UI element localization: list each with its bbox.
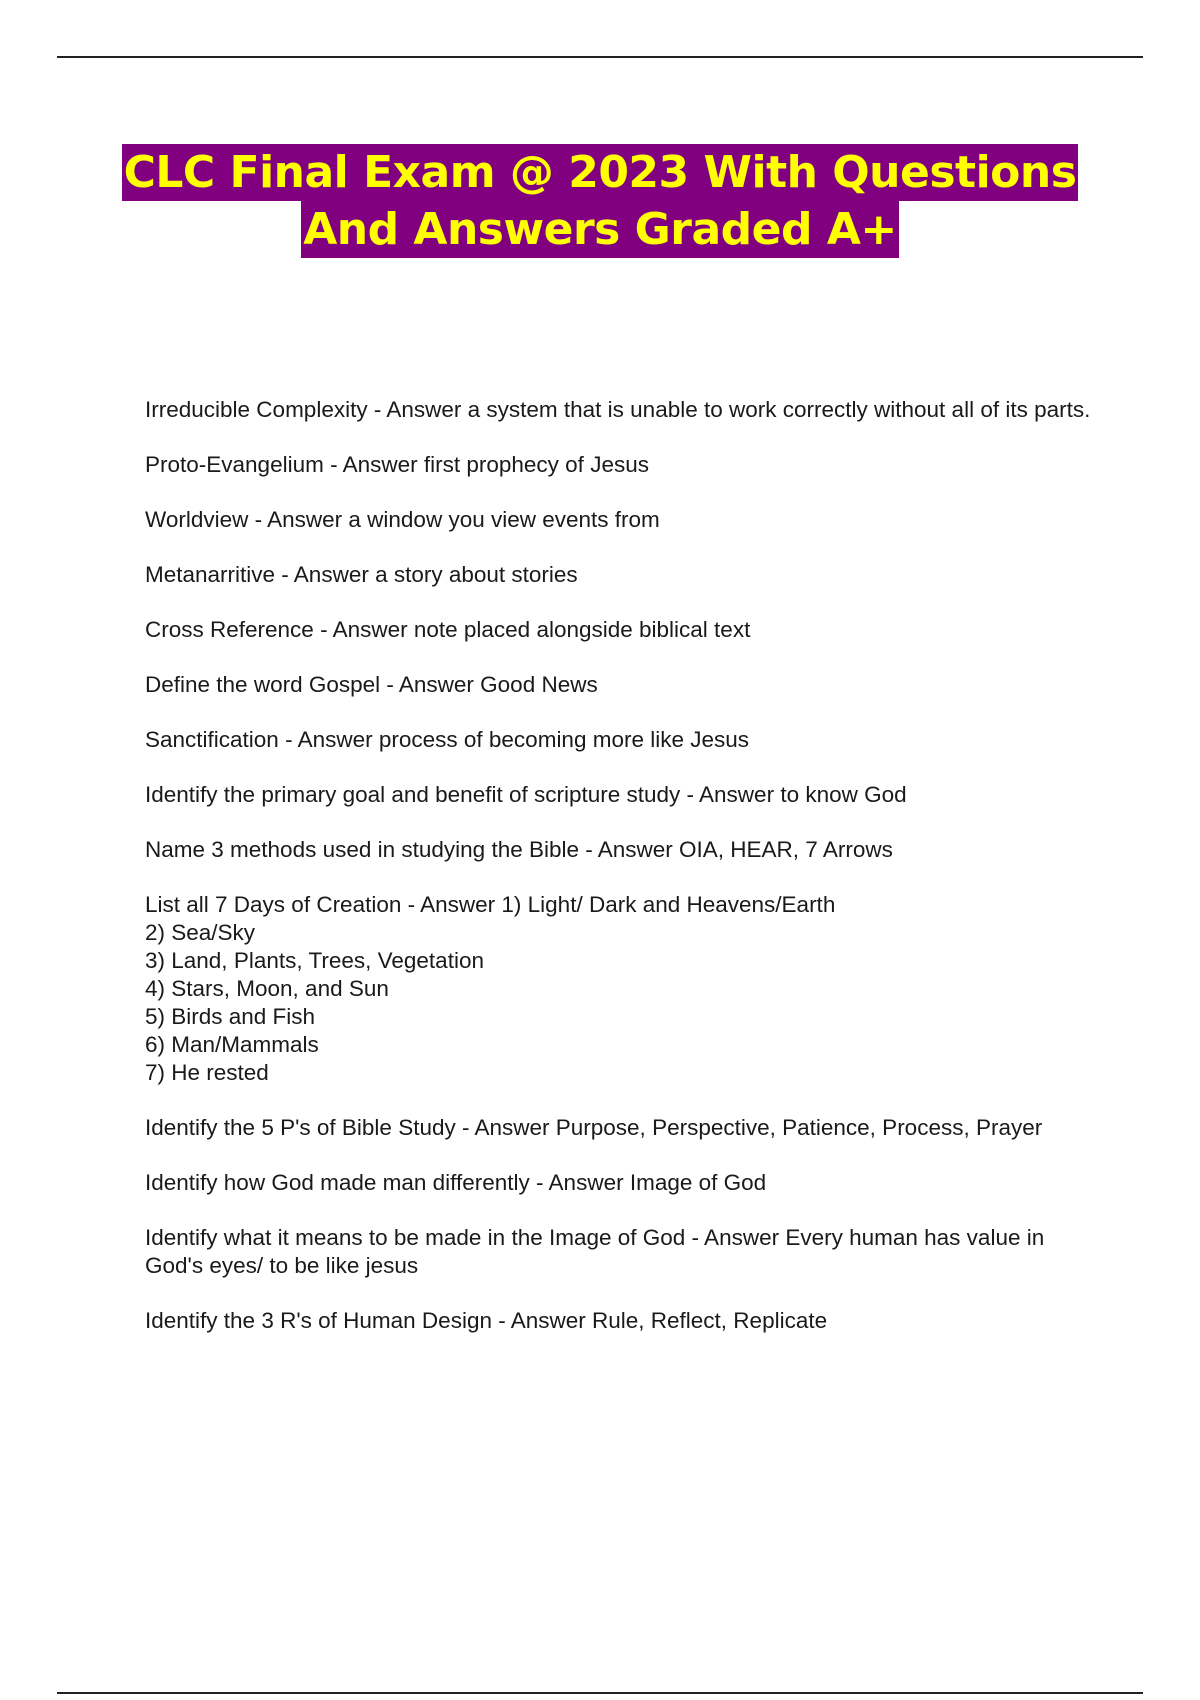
qa-item: Cross Reference - Answer note placed alongside biblical text — [145, 617, 751, 642]
creation-day: 5) Birds and Fish — [145, 1004, 316, 1029]
qa-item: Identify the 5 P's of Bible Study - Answer Purpose, Perspective, Patience, Process, Prayer — [145, 1115, 1043, 1140]
qa-item: Name 3 methods used in studying the Bible - Answer OIA, HEAR, 7 Arrows — [145, 837, 893, 862]
qa-item: Metanarritive - Answer a story about stories — [145, 562, 578, 587]
qa-list — [145, 396, 1100, 1362]
qa-item: Identify the 3 R's of Human Design - Answer Rule, Reflect, Replicate — [145, 1308, 828, 1333]
creation-day: 4) Stars, Moon, and Sun — [145, 976, 389, 1001]
qa-item: Define the word Gospel - Answer Good News — [145, 672, 598, 697]
qa-item: Identify how God made man differently - Answer Image of God — [145, 1170, 767, 1195]
qa-item: Proto-Evangelium - Answer first prophecy of Jesus — [145, 452, 649, 477]
creation-day: 3) Land, Plants, Trees, Vegetation — [145, 948, 484, 973]
qa-item: Irreducible Complexity - Answer a system that is unable to work correctly without all of its parts. — [145, 397, 1091, 422]
creation-day: 2) Sea/Sky — [145, 920, 256, 945]
title-line-1: CLC Final Exam @ 2023 With Questions — [122, 144, 1079, 201]
creation-lead: List all 7 Days of Creation - Answer 1) Light/ Dark and Heavens/Earth — [145, 892, 836, 917]
qa-item: Identify the primary goal and benefit of scripture study - Answer to know God — [145, 782, 907, 807]
qa-item: Sanctification - Answer process of becoming more like Jesus — [145, 727, 750, 752]
page-title — [100, 144, 1100, 258]
top-divider — [57, 56, 1143, 58]
qa-item-creation-days — [145, 891, 1100, 1087]
creation-day: 7) He rested — [145, 1060, 269, 1085]
qa-item: Identify what it means to be made in the Image of God - Answer Every human has value in God's eyes/ to be like jesus — [145, 1225, 1045, 1278]
qa-item: Worldview - Answer a window you view events from — [145, 507, 660, 532]
title-line-2: And Answers Graded A+ — [301, 201, 899, 258]
creation-day: 6) Man/Mammals — [145, 1032, 319, 1057]
bottom-divider — [57, 1692, 1143, 1694]
